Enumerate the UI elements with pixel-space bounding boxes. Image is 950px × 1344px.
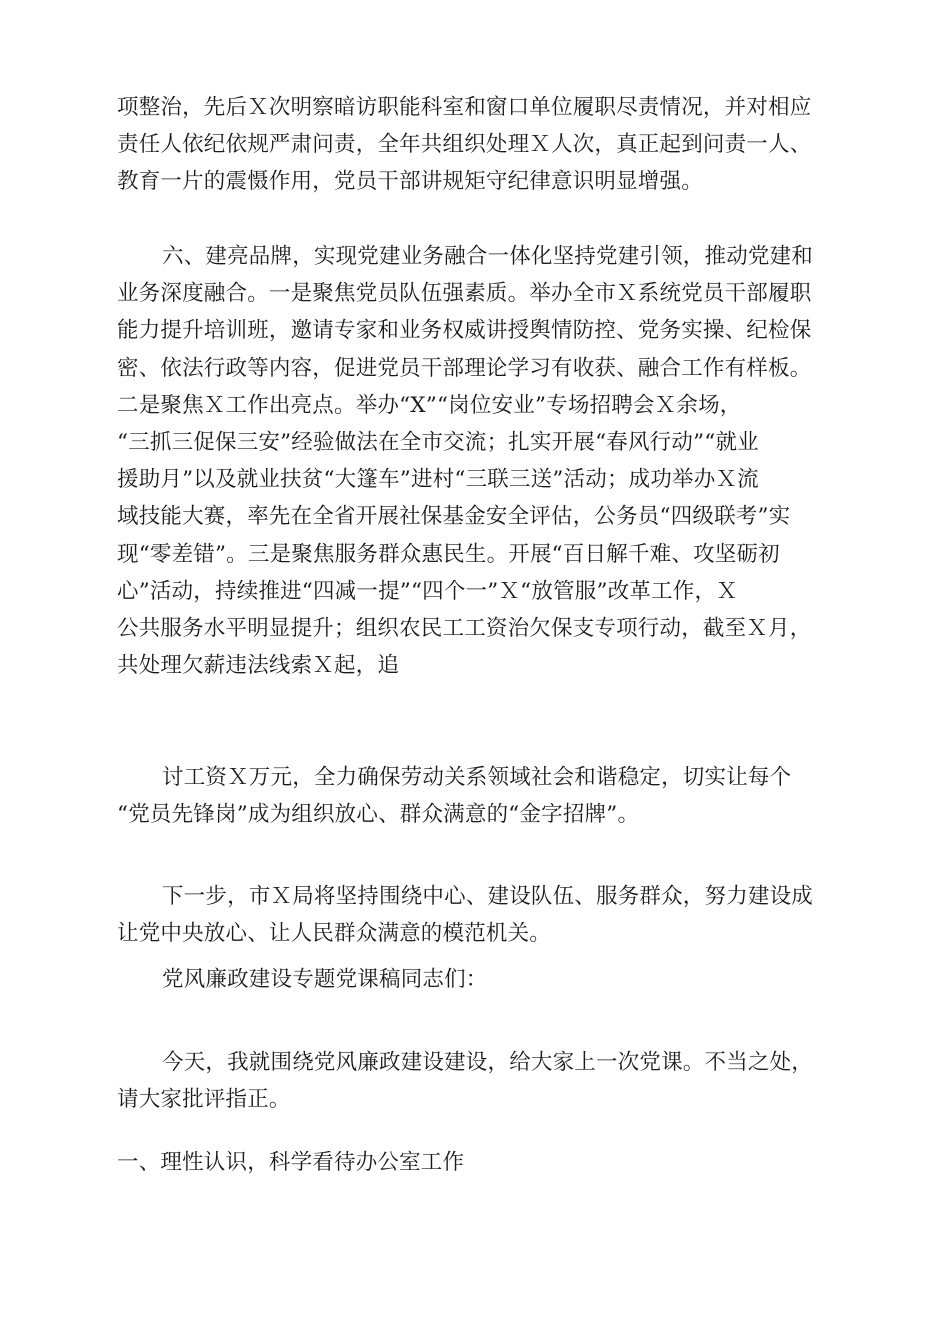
paragraph-accountability: 项整治，先后Ｘ次明察暗访职能科室和窗口单位履职尽责情况，并对相应 责任人依纪依规严肃问责，全年共组织处理Ｘ人次，真正起到问责一人、 教育一片的震慑作用，党员干部讲规矩守纪律意识明显增强。	[117, 95, 812, 195]
paragraph-wage-recovery: 讨工资Ｘ万元，全力确保劳动关系领域社会和谐稳定，切实让每个 “党员先锋岗”成为组织放心、群众满意的“金字招牌”。	[117, 765, 792, 828]
paragraph-lecture-title: 党风廉政建设专题党课稿同志们：	[162, 967, 488, 992]
paragraph-brand-building: 六、建亮品牌，实现党建业务融合一体化坚持党建引领，推动党建和 业务深度融合。一是聚焦党员队伍强素质。举办全市Ｘ系统党员干部履职 能力提升培训班，邀请专家和业务权威讲授舆情防控、党务实操、纪检保 密、依法行政等内容，促进党员干部理论学习有收获、融合工作有样板。 二是聚焦Ｘ工作出亮点。举办“X”“岗位安业”专场招聘会Ｘ余场， “三抓三促保三安”经验做法在全市交流；扎实开展“春风行动”“就业 援助月”以及就业扶贫“大篷车”进村“三联三送”活动；成功举办Ｘ流 域技能大赛，率先在全省开展社保基金安全评估，公务员“四级联考”实 现“零差错”。三是聚焦服务群众惠民生。开展“百日解千难、攻坚砺初 心”活动，持续推进“四减一提”“四个一”Ｘ“放管服”改革工作，Ｘ 公共服务水平明显提升；组织农民工工资治欠保支专项行动，截至Ｘ月， 共处理欠薪违法线索Ｘ起，追	[117, 244, 814, 679]
paragraph-next-steps: 下一步，市Ｘ局将坚持围绕中心、建设队伍、服务群众，努力建设成 让党中央放心、让人民群众满意的模范机关。	[117, 884, 814, 947]
section-heading-1: 一、理性认识，科学看待办公室工作	[117, 1150, 465, 1175]
paragraph-opening: 今天，我就围绕党风廉政建设建设，给大家上一次党课。不当之处， 请大家批评指正。	[117, 1050, 814, 1113]
